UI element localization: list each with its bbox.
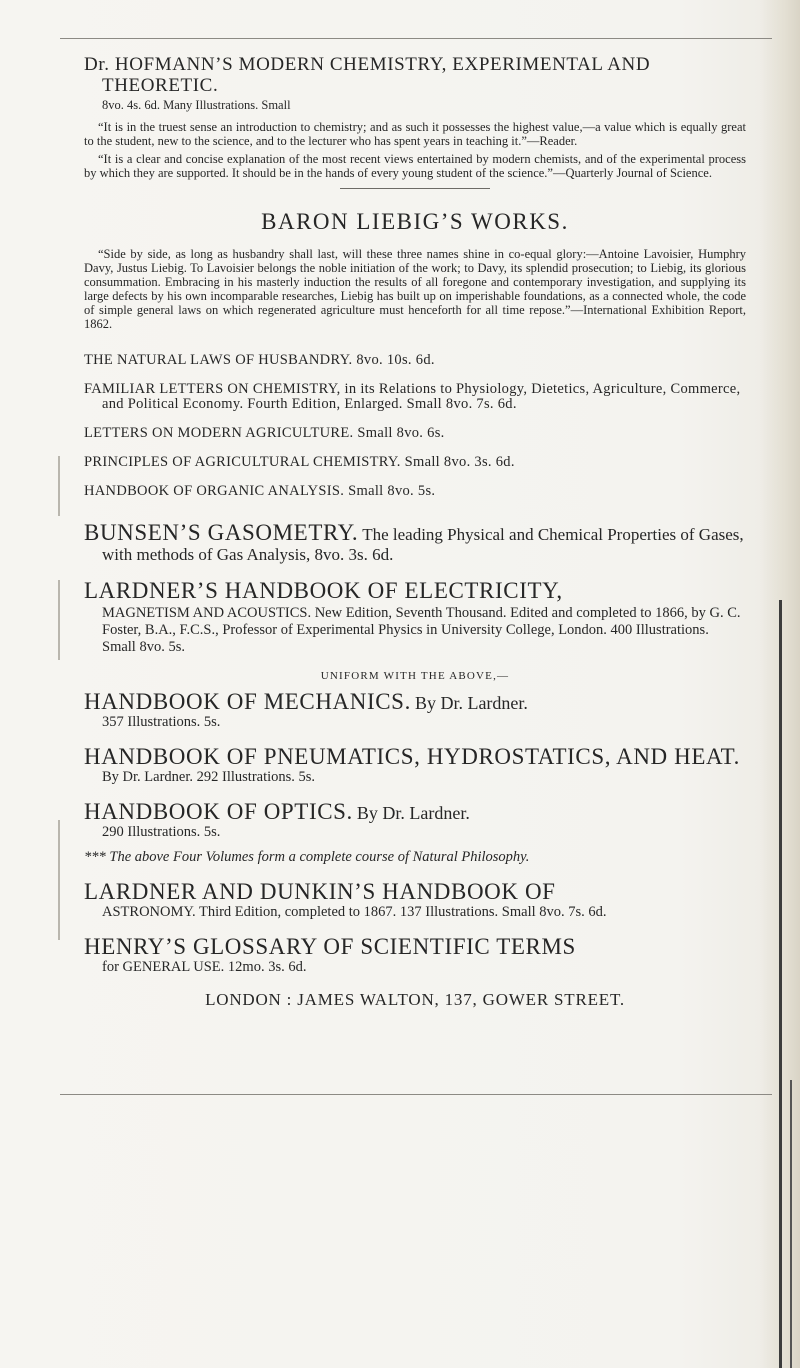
- mechanics-entry: [84, 690, 746, 731]
- bunsen-entry: [84, 521, 746, 565]
- mechanics-meta: 357 Illustrations. 5s.: [102, 714, 221, 730]
- natural-philosophy-note: *** The above Four Volumes form a complete course of Natural Philosophy.: [84, 849, 530, 865]
- hofmann-review-reader: “It is in the truest sense an introduction to chemistry; and as such it possesses the highest value,—a value which is equally great to the student, new to the science, and to the lecturer who has spent years in teaching it.”—Reader.: [84, 120, 746, 148]
- glossary-description: for GENERAL USE. 12mo. 3s. 6d.: [102, 959, 307, 975]
- margin-mark: [58, 580, 60, 660]
- hofmann-meta: 8vo. 4s. 6d. Many Illustrations. Small: [102, 98, 291, 112]
- liebig-review: “Side by side, as long as husbandry shall last, will these three names shine in co-equal glory:—Antoine Lavoisier, Humphry Davy, Justus Liebig. To Lavoisier belongs the noble initiation of the work; to Davy, its splendid prosecution; to Liebig, its glorious consummation. Embracing in his masterly induction the results of all foregone and contemporary investigation, and supplying its large defects by his own incomparable researches, Liebig has built up on imperishable foundations, as a connected whole, the code of simple general laws on which regenerated agriculture must henceforth for all time repose.”—International Exhibition Report, 1862.: [84, 247, 746, 331]
- liebig-item-organic-analysis: HANDBOOK OF ORGANIC ANALYSIS. Small 8vo. 5s.: [84, 483, 436, 499]
- liebig-item-agricultural-chemistry: PRINCIPLES OF AGRICULTURAL CHEMISTRY. Small 8vo. 3s. 6d.: [84, 454, 515, 470]
- liebig-heading: BARON LIEBIG’S WORKS.: [261, 209, 569, 234]
- catalogue-content: [84, 54, 746, 1027]
- hofmann-review-quarterly: “It is a clear and concise explanation of the most recent views entertained by modern chemists, and of the experimental process by which they are supported. It should be in the hands of every young student of the science.”—Quarterly Journal of Science.: [84, 152, 746, 180]
- liebig-item-modern-agriculture: LETTERS ON MODERN AGRICULTURE. Small 8vo. 6s.: [84, 425, 445, 441]
- optics-meta: 290 Illustrations. 5s.: [102, 824, 221, 840]
- pneumatics-meta: By Dr. Lardner. 292 Illustrations. 5s.: [102, 769, 316, 785]
- liebig-item-familiar-letters: FAMILIAR LETTERS ON CHEMISTRY, in its Relations to Physiology, Dietetics, Agriculture, Commerce, and Political Economy. Fourth Edition, Enlarged. Small 8vo. 7s. 6d.: [84, 381, 741, 412]
- hofmann-entry: [84, 54, 746, 189]
- mechanics-title: HANDBOOK OF MECHANICS.: [84, 689, 411, 714]
- bottom-rule: [60, 1094, 772, 1095]
- astronomy-entry: [84, 880, 746, 921]
- binding-edge-line-secondary: [790, 1080, 792, 1368]
- optics-entry: [84, 800, 746, 841]
- binding-edge-line: [779, 600, 782, 1368]
- uniform-label: UNIFORM WITH THE ABOVE,—: [320, 670, 510, 682]
- publisher-imprint: LONDON : JAMES WALTON, 137, GOWER STREET.: [205, 990, 625, 1009]
- glossary-entry: [84, 935, 746, 976]
- mechanics-author: By Dr. Lardner.: [414, 693, 528, 713]
- margin-mark: [58, 456, 60, 516]
- section-divider: [340, 188, 490, 189]
- bunsen-description: The leading Physical and Chemical Properties of Gases, with methods of Gas Analysis, 8vo. 3s. 6d.: [102, 525, 744, 564]
- pneumatics-entry: [84, 745, 746, 786]
- pneumatics-title: HANDBOOK OF PNEUMATICS, HYDROSTATICS, AND HEAT.: [84, 744, 740, 769]
- optics-title: HANDBOOK OF OPTICS.: [84, 799, 353, 824]
- glossary-title: HENRY’S GLOSSARY OF SCIENTIFIC TERMS: [84, 934, 576, 959]
- bunsen-title: BUNSEN’S GASOMETRY.: [84, 520, 359, 545]
- top-rule: [60, 38, 772, 39]
- lardner-electricity-entry: [84, 579, 746, 656]
- lardner-electricity-title: LARDNER’S HANDBOOK OF ELECTRICITY,: [84, 578, 563, 603]
- liebig-item-husbandry: THE NATURAL LAWS OF HUSBANDRY. 8vo. 10s. 6d.: [84, 352, 435, 368]
- margin-mark: [58, 820, 60, 940]
- lardner-electricity-description: MAGNETISM AND ACOUSTICS. New Edition, Seventh Thousand. Edited and completed to 1866, by G. C. Foster, B.A., F.C.S., Professor of Experimental Physics in University College, London. 400 Illustrations. Small 8vo. 5s.: [102, 605, 741, 655]
- optics-author: By Dr. Lardner.: [356, 803, 470, 823]
- astronomy-title: LARDNER AND DUNKIN’S HANDBOOK OF: [84, 879, 556, 904]
- hofmann-title: Dr. HOFMANN’S MODERN CHEMISTRY, EXPERIMENTAL AND THEORETIC.: [84, 54, 651, 96]
- astronomy-description: ASTRONOMY. Third Edition, completed to 1867. 137 Illustrations. Small 8vo. 7s. 6d.: [102, 904, 607, 920]
